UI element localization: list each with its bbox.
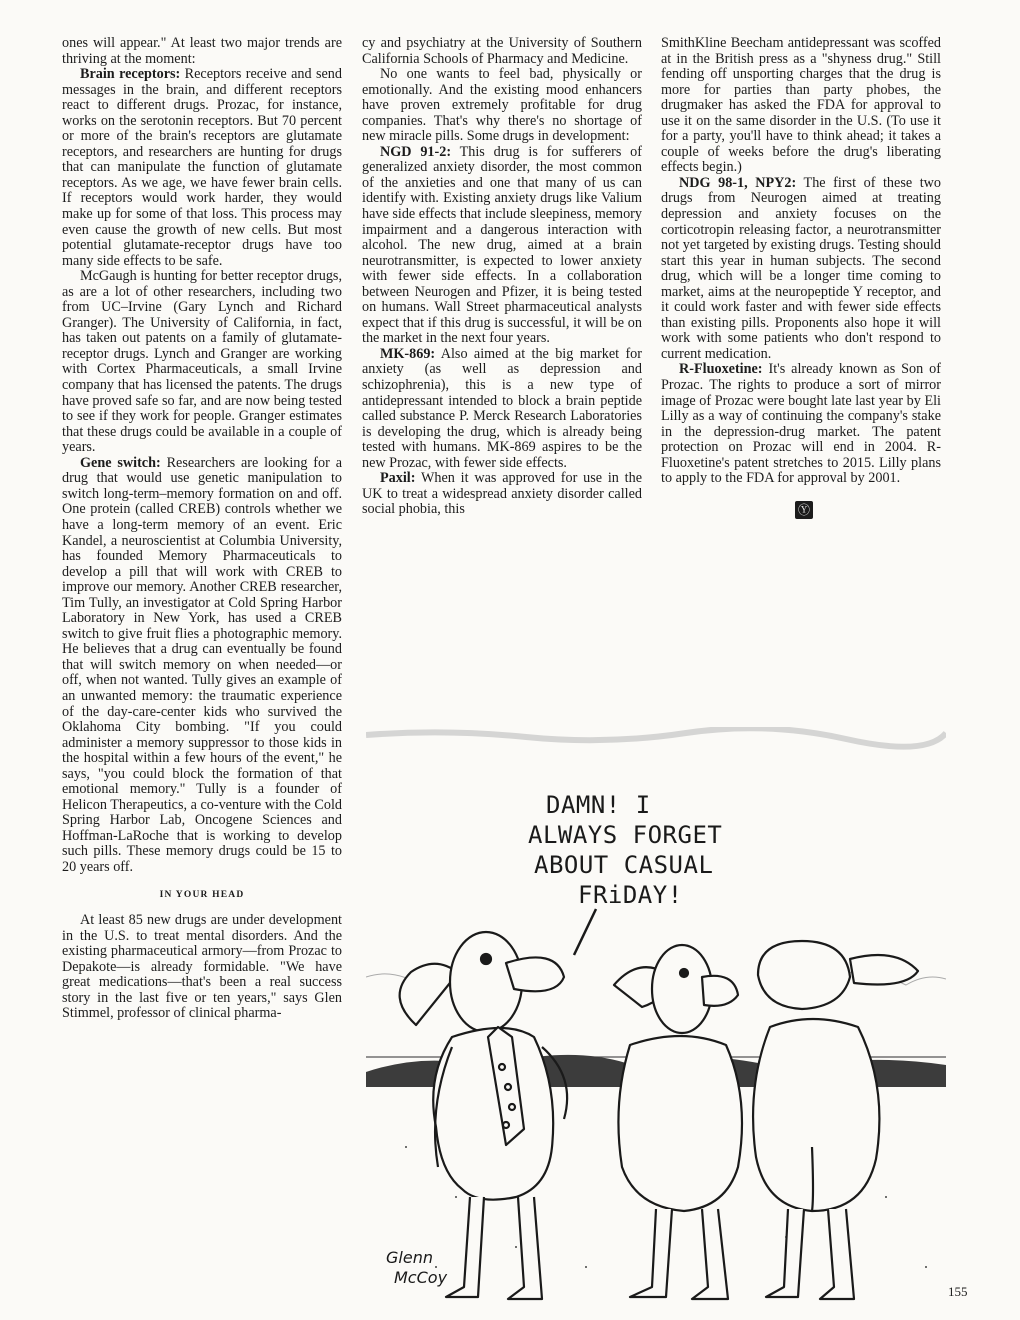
section-lead: R-Fluoxetine:: [679, 361, 763, 378]
artist-signature: [386, 1248, 448, 1287]
paragraph-body: It's already known as Son of Prozac. The rights to produce a sort of mirror image of Prozac were bought late last year by Eli Lilly as a way of continuing the company's stake in the depression-drug market. The patent protection on Prozac will end in 2004. R-Fluoxetine's patent stretches to 2015. Lilly plans to apply to the FDA for approval by 2001.: [661, 361, 941, 487]
section-lead: NGD 91-2:: [380, 143, 452, 160]
paragraph-body: The first of these two drugs from Neurogen aimed at treating depression and anxiety focuses on the corticotropin releasing factor, a neurotransmitter not yet targeted by existing drugs. Testing should start this year in human subjects. The second drug, which will be a longer time coming to market, aims at the neuropeptide Y receptor, and it could work faster and with fewer side effects than existing pills. Proponents also hope it will work with some patients who don't respond to current medication.: [661, 174, 942, 362]
paragraph-body: This drug is for sufferers of generalized anxiety disorder, the most common of the anxieties and one that many of us can identify with. Existing anxiety drugs like Valium have side effects that include sleepiness, memory impairment and a dangerous interaction with alcohol. The new drug, aimed at a brain neurotransmitter, is expected to lower anxiety with fewer side effects. In a collaboration between Neurogen and Pfizer, it is being tested on humans. Wall Street pharmaceutical analysts expect that if this drug is successful, it will be on the market in the next four years.: [362, 143, 642, 347]
paragraph: SmithKline Beecham antidepressant was scoffed at in the British press as a "shyness drug." Still fending off unsporting charges that the drug is more for parties than party phobes, the drugmaker has asked the FDA for approval to use it on the same disorder in the U.S. (To use it for a party, you'll have to think ahead; it takes a couple of weeks before the drug's liberating effects begin.): [661, 35, 941, 176]
paragraph: [362, 471, 642, 518]
text-column-3: [661, 36, 941, 519]
caption-line: ALWAYS FORGET: [528, 821, 723, 849]
caption-line: ABOUT CASUAL: [534, 851, 714, 879]
section-lead: Paxil:: [380, 470, 416, 487]
paragraph: ones will appear." At least two major trends are thriving at the moment:: [62, 35, 342, 67]
paragraph: [362, 347, 642, 471]
text-column-1: [62, 36, 342, 1022]
section-lead: Brain receptors:: [80, 66, 181, 83]
paragraph: McGaugh is hunting for better receptor drugs, as are a lot of other researchers, including two from UC–Irvine (Gary Lynch and Richard Granger). The University of California, in fact, has taken out patents on a family of glutamate-receptor drugs. Lynch and Granger are working with Cortex Pharmaceuticals, a small Irvine company that has licensed the patents. The drugs have proved safe so far, and are now being tested to see if they work for people. Granger estimates that these drugs could be available in a couple of years.: [62, 268, 342, 456]
section-lead: MK-869:: [380, 345, 436, 362]
figure-with-tie: [400, 932, 567, 1299]
paragraph-body: Also aimed at the big market for anxiety (as well as depression and schizophrenia), this is a new type of antidepressant intended to block a brain peptide called substance P. Merck Research Laboratories is developing the drug, which is already being tested with humans. MK-869 aspires to be the new Prozac, with fewer side effects.: [362, 345, 642, 471]
section-lead: NDG 98-1, NPY2:: [679, 174, 797, 191]
signature-line: Glenn: [386, 1248, 433, 1267]
section-lead: Gene switch:: [80, 454, 161, 471]
paragraph: [661, 362, 941, 486]
paragraph: [362, 145, 642, 347]
caption-line: DAMN! I: [546, 791, 651, 819]
text-column-2: [362, 36, 642, 518]
figure-center: [614, 945, 742, 1299]
paragraph: cy and psychiatry at the University of Southern California Schools of Pharmacy and Medicine.: [362, 35, 642, 67]
caption-line: FRiDAY!: [578, 881, 683, 909]
page-number: 155: [948, 1284, 968, 1299]
paragraph-body: Receptors receive and send messages in the brain, and different receptors react to different drugs. Prozac, for instance, works on the serotonin receptors. But 70 percent or more of the brain's receptors are glutamate receptors, and researchers are hunting for drugs that can manipulate the function of glutamate receptors. As we age, we have fewer brain cells. If receptors would work harder, they would make up for some of that loss. This process may even cause the growth of new cells. But most potential glutamate-receptor drugs have too many side effects to be safe.: [62, 66, 342, 269]
paragraph: At least 85 new drugs are under development in the U.S. to treat mental disorders. And the existing pharmaceutical armory—from Prozac to Depakote—is already formidable. "We have great medications—that's been a real success story in the last five or ten years," says Glen Stimmel, professor of clinical pharma-: [62, 912, 342, 1022]
figure-right: [753, 941, 918, 1299]
playboy-bunny-icon: Ⓨ: [795, 501, 813, 519]
section-subhead: IN YOUR HEAD: [159, 889, 245, 900]
cartoon-illustration: [366, 727, 946, 1305]
paragraph-body: When it was approved for use in the UK to treat a widespread anxiety disorder called social phobia, this: [362, 470, 642, 518]
paragraph: [661, 176, 941, 363]
paragraph: [62, 67, 342, 269]
paragraph: No one wants to feel bad, physically or emotionally. And the existing mood enhancers have proven extremely profitable for drug companies. That's why there's no shortage of new miracle pills. Some drugs in development:: [362, 66, 642, 145]
paragraph-body: Researchers are looking for a drug that would use genetic manipulation to switch long-term–memory formation on and off. One protein (called CREB) controls whether we have a long-term memory of an event. Eric Kandel, a neuroscientist at Columbia University, has founded Memory Pharmaceuticals to develop a pill that will work with CREB to improve our memory. Another CREB researcher, Tim Tully, an investigator at Cold Spring Harbor Laboratory in New York, has used a CREB switch to give fruit flies a photographic memory. He believes that a drug can eventually be found that will switch memory on when needed—or off, when not wanted. Tully gives an example of an unwanted memory: the traumatic experience of the day-care-center kids who survived the Oklahoma City bombing. "If you could administer a memory suppressor to those kids in the hospital within a few hours of the event," he says, "you could block the formation of that emotional memory." Tully is a founder of Helicon Therapeutics, a co-venture with the Cold Spring Harbor Lab, Oncogene Sciences and Hoffman-LaRoche that is working to develop such pills. These memory drugs could be 15 to 20 years off.: [62, 454, 342, 875]
cartoon-drawing: [366, 727, 946, 1305]
paragraph: [62, 456, 342, 876]
signature-line: McCoy: [394, 1268, 448, 1287]
cartoon-caption: [528, 791, 722, 955]
